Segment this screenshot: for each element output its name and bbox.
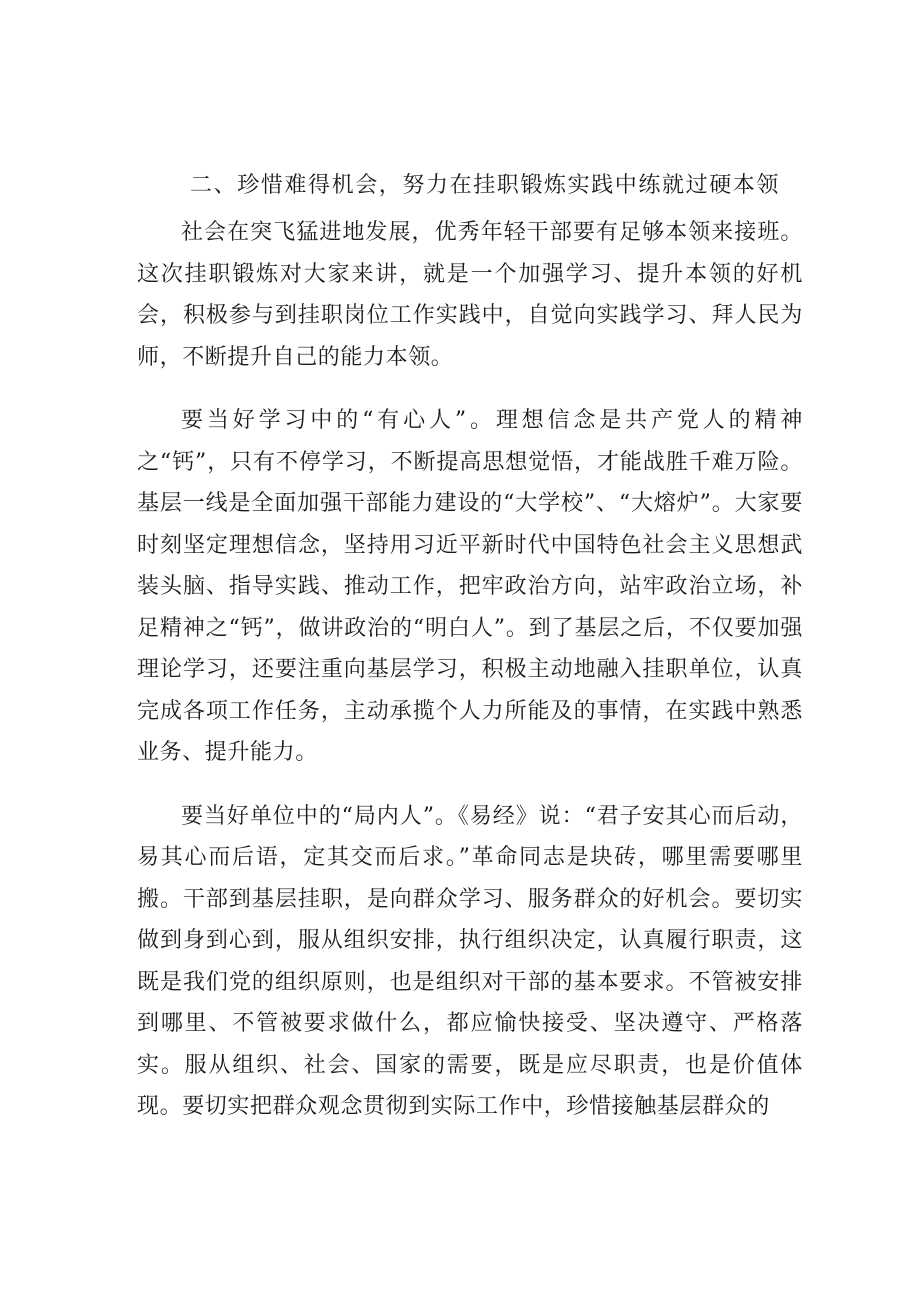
- section-heading: 二、珍惜难得机会，努力在挂职锻炼实践中练就过硬本领: [190, 173, 781, 198]
- document-body: [137, 160, 803, 1128]
- paragraph-intro: 社会在突飞猛进地发展，优秀年轻干部要有足够本领来接班。这次挂职锻炼对大家来讲，就是一个加强学习、提升本领的好机会，积极参与到挂职岗位工作实践中，自觉向实践学习、拜人民为师，不断提升自己的能力本领。: [137, 220, 803, 370]
- paragraph-learning: 要当好学习中的“有心人”。理想信念是共产党人的精神之“钙”，只有不停学习，不断提高思想觉悟，才能战胜千难万险。基层一线是全面加强干部能力建设的“大学校”、“大熔炉”。大家要时刻坚定理想信念，坚持用习近平新时代中国特色社会主义思想武装头脑、指导实践、推动工作，把牢政治方向，站牢政治立场，补足精神之“钙”，做讲政治的“明白人”。到了基层之后，不仅要加强理论学习，还要注重向基层学习，积极主动地融入挂职单位，认真完成各项工作任务，主动承揽个人力所能及的事情，在实践中熟悉业务、提升能力。: [137, 408, 803, 765]
- paragraph-insider: 要当好单位中的“局内人”。《易经》说：“君子安其心而后动，易其心而后语，定其交而后求。”革命同志是块砖，哪里需要哪里搬。干部到基层挂职，是向群众学习、服务群众的好机会。要切实做到身到心到，服从组织安排，执行组织决定，认真履行职责，这既是我们党的组织原则，也是组织对干部的基本要求。不管被安排到哪里、不管被要求做什么，都应愉快接受、坚决遵守、严格落实。服从组织、社会、国家的需要，既是应尽职责，也是价值体现。要切实把群众观念贯彻到实际工作中，珍惜接触基层群众的: [137, 803, 803, 1119]
